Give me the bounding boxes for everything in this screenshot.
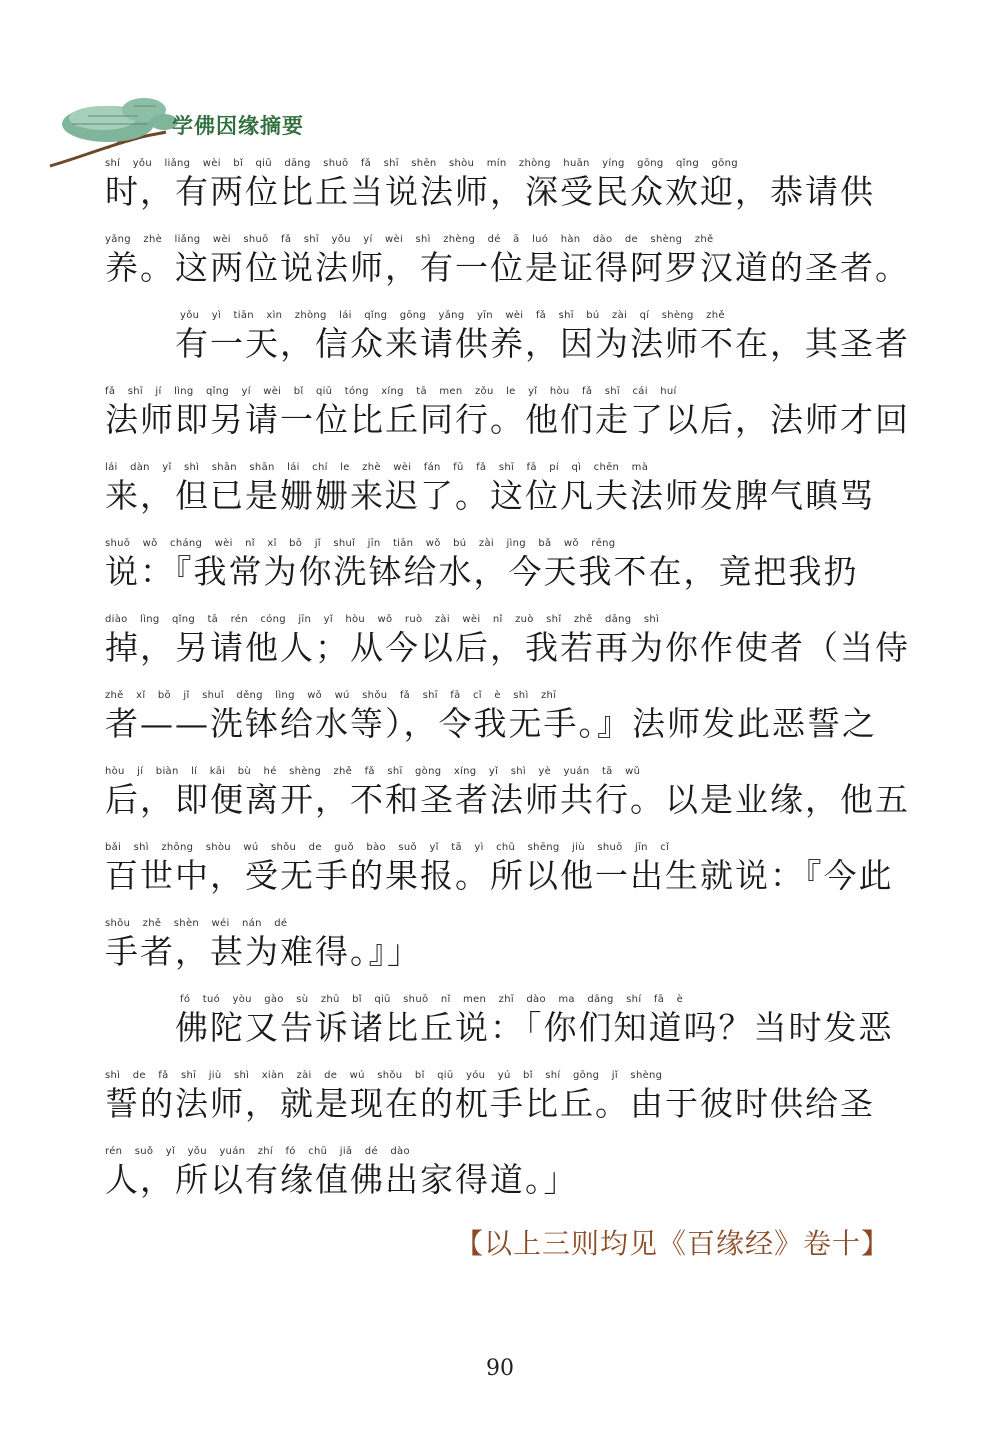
chinese-text: 来，但已是姗姗来迟了。这位凡夫法师发脾气瞋骂 — [105, 476, 875, 515]
pinyin-annotation: fǎ shī jí lìng qǐng yí wèi bǐ qiū tóng xíng tā men zǒu le yǐ hòu fǎ shī cái huí — [105, 386, 677, 397]
pinyin-annotation: diào lìng qǐng tā rén cóng jīn yǐ hòu wǒ ruò zài wèi nǐ zuò shǐ zhě dāng shì — [105, 614, 660, 625]
text-line — [105, 536, 897, 612]
source-citation: 【以上三则均见《百缘经》卷十】 — [454, 1227, 890, 1260]
text-line — [105, 916, 897, 992]
page-header-title: 学佛因缘摘要 — [172, 114, 304, 138]
chinese-text: 法师即另请一位比丘同行。他们走了以后，法师才回 — [105, 400, 910, 439]
page-number: 90 — [486, 1356, 514, 1381]
pinyin-annotation: shuō wǒ cháng wèi nǐ xǐ bō jǐ shuǐ jīn tiān wǒ bú zài jìng bǎ wǒ rēng — [105, 538, 616, 549]
pinyin-annotation: fó tuó yòu gào sù zhū bǐ qiū shuō nǐ men zhī dào ma dāng shí fā è — [180, 994, 684, 1005]
chinese-text: 后，即便离开，不和圣者法师共行。以是业缘，他五 — [105, 780, 910, 819]
pinyin-annotation: bǎi shì zhōng shòu wú shǒu de guǒ bào suǒ yǐ tā yì chū shēng jiù shuō jīn cǐ — [105, 842, 670, 853]
chinese-text: 手者，甚为难得。』」 — [105, 932, 422, 971]
text-line — [105, 840, 897, 916]
body-text — [105, 156, 910, 1220]
pinyin-annotation: shí yǒu liǎng wèi bǐ qiū dāng shuō fǎ shī shēn shòu mín zhòng huān yíng gōng qǐng gōng — [105, 158, 738, 169]
pinyin-annotation: yǎng zhè liǎng wèi shuō fǎ shī yǒu yí wèi shì zhèng dé ā luó hàn dào de shèng zhě — [105, 234, 714, 245]
chinese-text: 有一天，信众来请供养，因为法师不在，其圣者 — [175, 324, 910, 363]
chinese-text: 说：『我常为你洗钵给水，今天我不在，竟把我扔 — [105, 552, 859, 591]
chinese-text: 者——洗钵给水等），令我无手。』法师发此恶誓之 — [105, 704, 877, 743]
pinyin-annotation: yǒu yì tiān xìn zhòng lái qǐng gōng yǎng yīn wèi fǎ shī bú zài qí shèng zhě — [180, 310, 725, 321]
text-line — [105, 156, 897, 232]
pinyin-annotation: shǒu zhě shèn wéi nán dé — [105, 918, 288, 929]
chinese-text: 百世中，受无手的果报。所以他一出生就说：『今此 — [105, 856, 894, 895]
chinese-text: 时，有两位比丘当说法师，深受民众欢迎，恭请供 — [105, 172, 875, 211]
pinyin-annotation: hòu jí biàn lí kāi bù hé shèng zhě fǎ shī gòng xíng yǐ shì yè yuán tā wǔ — [105, 766, 641, 777]
text-line — [105, 460, 897, 536]
text-line — [105, 612, 910, 688]
chinese-text: 佛陀又告诉诸比丘说：「你们知道吗？当时发恶 — [175, 1008, 894, 1047]
chinese-text: 誓的法师，就是现在的杌手比丘。由于彼时供给圣 — [105, 1084, 875, 1123]
pinyin-annotation: rén suǒ yǐ yǒu yuán zhí fó chū jiā dé dào — [105, 1146, 410, 1157]
chinese-text: 养。这两位说法师，有一位是证得阿罗汉道的圣者。 — [105, 248, 910, 287]
text-line — [105, 384, 910, 460]
text-line — [105, 232, 910, 308]
text-line — [105, 764, 910, 840]
text-line — [105, 308, 910, 384]
pinyin-annotation: lái dàn yǐ shì shān shān lái chí le zhè wèi fán fū fǎ shī fā pí qì chēn mà — [105, 462, 649, 473]
pinyin-annotation: zhě xǐ bō jǐ shuǐ děng lìng wǒ wú shǒu fǎ shī fā cǐ è shì zhī — [105, 690, 557, 701]
pinyin-annotation: shì de fǎ shī jiù shì xiàn zài de wú shǒu bǐ qiū yóu yú bǐ shí gōng jǐ shèng — [105, 1070, 663, 1081]
text-line — [105, 1144, 897, 1220]
text-line — [105, 1068, 897, 1144]
chinese-text: 掉，另请他人；从今以后，我若再为你作使者（当侍 — [105, 628, 910, 667]
text-line — [105, 992, 897, 1068]
text-line — [105, 688, 897, 764]
chinese-text: 人，所以有缘值佛出家得道。」 — [105, 1160, 579, 1199]
